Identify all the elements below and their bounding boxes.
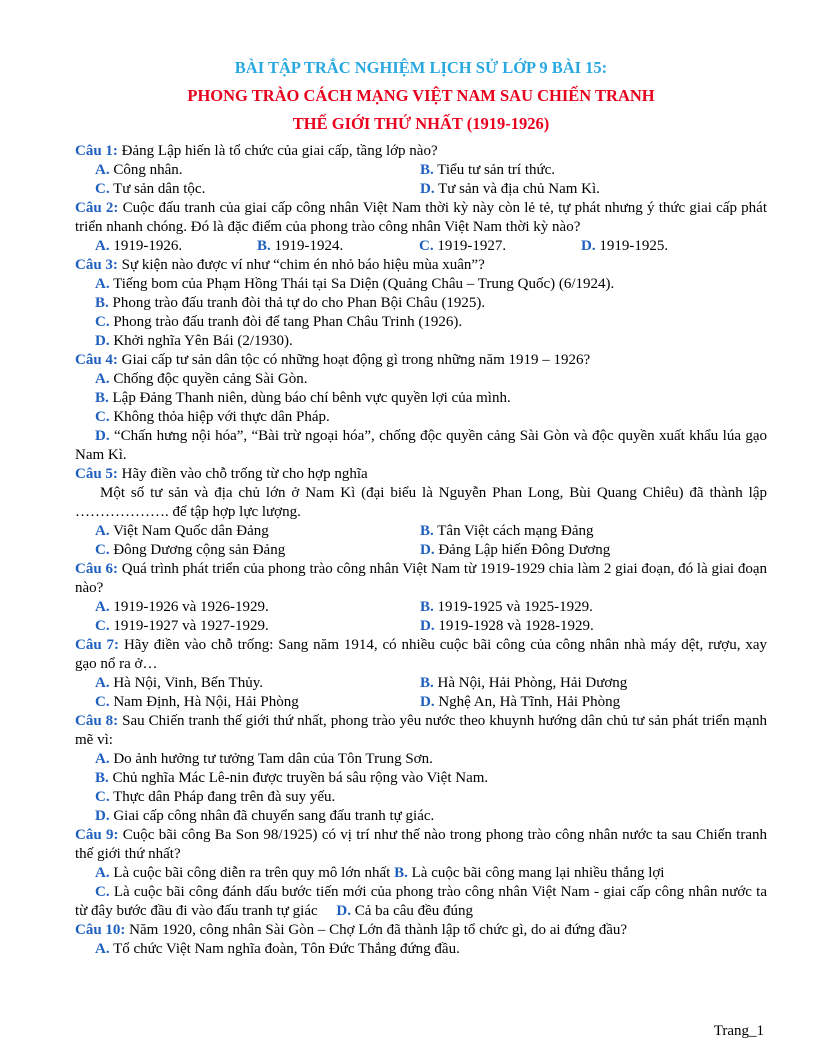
option-a: A. Công nhân. <box>95 162 183 178</box>
option-d: D. Cả ba câu đều đúng <box>336 903 474 919</box>
worksheet-subtitle-period: THẾ GIỚI THỨ NHẤT (1919-1926) <box>292 114 550 133</box>
option-d: D. Giai cấp công nhân đã chuyển sang đấu tranh tự giác. <box>95 808 435 824</box>
option-a: A. Do ảnh hưởng tư tưởng Tam dân của Tôn Trung Sơn. <box>95 751 433 767</box>
question-3 <box>75 256 767 351</box>
option-c: C. Tư sản dân tộc. <box>95 181 206 197</box>
option-d: D. 1919-1928 và 1928-1929. <box>420 618 594 634</box>
option-d: D. Đảng Lập hiến Đông Dương <box>420 542 611 558</box>
question-text: Cuộc đấu tranh của giai cấp công nhân Việt Nam thời kỳ này còn lẻ tẻ, tự phát nhưng ý thức giai cấp phát triển nhanh chóng. Đó là đặc điểm của phong trào công nhân Việt Nam thời kỳ nào? <box>75 200 768 235</box>
option-b: B. 1919-1925 và 1925-1929. <box>420 599 593 615</box>
option-a: A. Tổ chức Việt Nam nghĩa đoàn, Tôn Đức Thắng đứng đầu. <box>95 941 460 957</box>
question-label: Câu 8: <box>75 713 119 729</box>
question-10 <box>75 921 767 959</box>
question-text: Quá trình phát triển của phong trào công nhân Việt Nam từ 1919-1929 chia làm 2 giai đoạn, đó là giai đoạn nào? <box>75 561 767 596</box>
question-2 <box>75 199 767 256</box>
option-a: A. Chống độc quyền cảng Sài Gòn. <box>95 371 308 387</box>
question-text: Hãy điền vào chỗ trống: Sang năm 1914, có nhiều cuộc bãi công của công nhân nhà máy dệt, rượu, xay gạo nổ ra ở… <box>75 637 767 672</box>
option-c: C. 1919-1927. <box>419 238 507 254</box>
option-c: C. Không thỏa hiệp với thực dân Pháp. <box>95 409 330 425</box>
question-text: Sau Chiến tranh thế giới thứ nhất, phong trào yêu nước theo khuynh hướng dân chủ tư sản phát triển mạnh mẽ vì: <box>75 713 767 748</box>
question-4 <box>75 351 767 465</box>
question-text: Đảng Lập hiến là tổ chức của giai cấp, tầng lớp nào? <box>117 143 438 159</box>
question-label: Câu 2: <box>75 200 119 216</box>
option-b: B. Hà Nội, Hải Phòng, Hải Dương <box>420 675 628 691</box>
option-a: A. Tiếng bom của Phạm Hồng Thái tại Sa Diện (Quảng Châu – Trung Quốc) (6/1924). <box>95 276 615 292</box>
option-c: C. Đông Dương cộng sản Đảng <box>95 542 286 558</box>
question-label: Câu 5: <box>75 466 118 482</box>
worksheet-title: BÀI TẬP TRẮC NGHIỆM LỊCH SỬ LỚP 9 BÀI 15: <box>234 58 608 77</box>
question-label: Câu 3: <box>75 257 118 273</box>
option-a: A. Việt Nam Quốc dân Đảng <box>95 523 269 539</box>
option-c: C. Là cuộc bãi công đánh dấu bước tiến mới của phong trào công nhân Việt Nam - giai cấp công nhân nước ta từ đây bước đầu đi vào đấu tranh tự giác <box>75 884 767 919</box>
question-1 <box>75 142 767 199</box>
question-6 <box>75 560 767 636</box>
option-b: B. Phong trào đấu tranh đòi thả tự do cho Phan Bội Châu (1925). <box>95 295 486 311</box>
option-b: B. Tân Việt cách mạng Đảng <box>420 523 594 539</box>
worksheet-page <box>75 57 767 959</box>
option-b: B. Tiểu tư sản trí thức. <box>420 162 556 178</box>
option-c: C. Nam Định, Hà Nội, Hải Phòng <box>95 694 299 710</box>
option-c: C. Thực dân Pháp đang trên đà suy yếu. <box>95 789 336 805</box>
question-label: Câu 4: <box>75 352 118 368</box>
question-text: Hãy điền vào chỗ trống từ cho hợp nghĩa <box>117 466 368 482</box>
page-number: Trang_1 <box>713 1023 764 1039</box>
option-d: D. 1919-1925. <box>581 238 669 254</box>
question-passage: Một số tư sản và địa chủ lớn ở Nam Kì (đại biểu là Nguyễn Phan Long, Bùi Quang Chiêu) đã thành lập ………………. để tập hợp lực lượng. <box>75 485 767 520</box>
question-text: Sự kiện nào được ví như “chim én nhỏ báo hiệu mùa xuân”? <box>117 257 485 273</box>
question-label: Câu 10: <box>75 922 126 938</box>
question-label: Câu 6: <box>75 561 118 577</box>
option-c: C. Phong trào đấu tranh đòi để tang Phan Châu Trinh (1926). <box>95 314 463 330</box>
option-b: B. Chủ nghĩa Mác Lê-nin được truyền bá sâu rộng vào Việt Nam. <box>95 770 489 786</box>
question-text: Cuộc bãi công Ba Son 98/1925) có vị trí như thế nào trong phong trào công nhân nước ta sau Chiến tranh thế giới thứ nhất? <box>75 827 767 862</box>
question-text: Giai cấp tư sản dân tộc có những hoạt động gì trong những năm 1919 – 1926? <box>117 352 591 368</box>
question-label: Câu 7: <box>75 637 120 653</box>
option-c: C. 1919-1927 và 1927-1929. <box>95 618 269 634</box>
question-label: Câu 9: <box>75 827 119 843</box>
question-9 <box>75 826 767 921</box>
option-d: D. “Chấn hưng nội hóa”, “Bài trừ ngoại hóa”, chống độc quyền cảng Sài Gòn và độc quyền xuất khẩu lúa gạo Nam Kì. <box>75 428 767 463</box>
option-d: D. Tư sản và địa chủ Nam Kì. <box>420 181 600 197</box>
option-a: A. Hà Nội, Vinh, Bến Thủy. <box>95 675 263 691</box>
question-5 <box>75 465 767 560</box>
worksheet-subtitle: PHONG TRÀO CÁCH MẠNG VIỆT NAM SAU CHIẾN TRANH <box>187 86 655 105</box>
question-text: Năm 1920, công nhân Sài Gòn – Chợ Lớn đã thành lập tổ chức gì, do ai đứng đầu? <box>125 922 628 938</box>
option-b: B. Là cuộc bãi công mang lại nhiều thắng lợi <box>394 865 665 881</box>
option-a: A. 1919-1926. <box>95 238 183 254</box>
question-8 <box>75 712 767 826</box>
option-b: B. Lập Đảng Thanh niên, dùng báo chí bênh vực quyền lợi của mình. <box>95 390 511 406</box>
option-d: D. Nghệ An, Hà Tĩnh, Hải Phòng <box>420 694 621 710</box>
option-a: A. 1919-1926 và 1926-1929. <box>95 599 269 615</box>
question-label: Câu 1: <box>75 143 118 159</box>
question-7 <box>75 636 767 712</box>
option-d: D. Khởi nghĩa Yên Bái (2/1930). <box>95 333 293 349</box>
option-b: B. 1919-1924. <box>257 238 344 254</box>
option-a: A. Là cuộc bãi công diễn ra trên quy mô lớn nhất <box>95 865 395 881</box>
